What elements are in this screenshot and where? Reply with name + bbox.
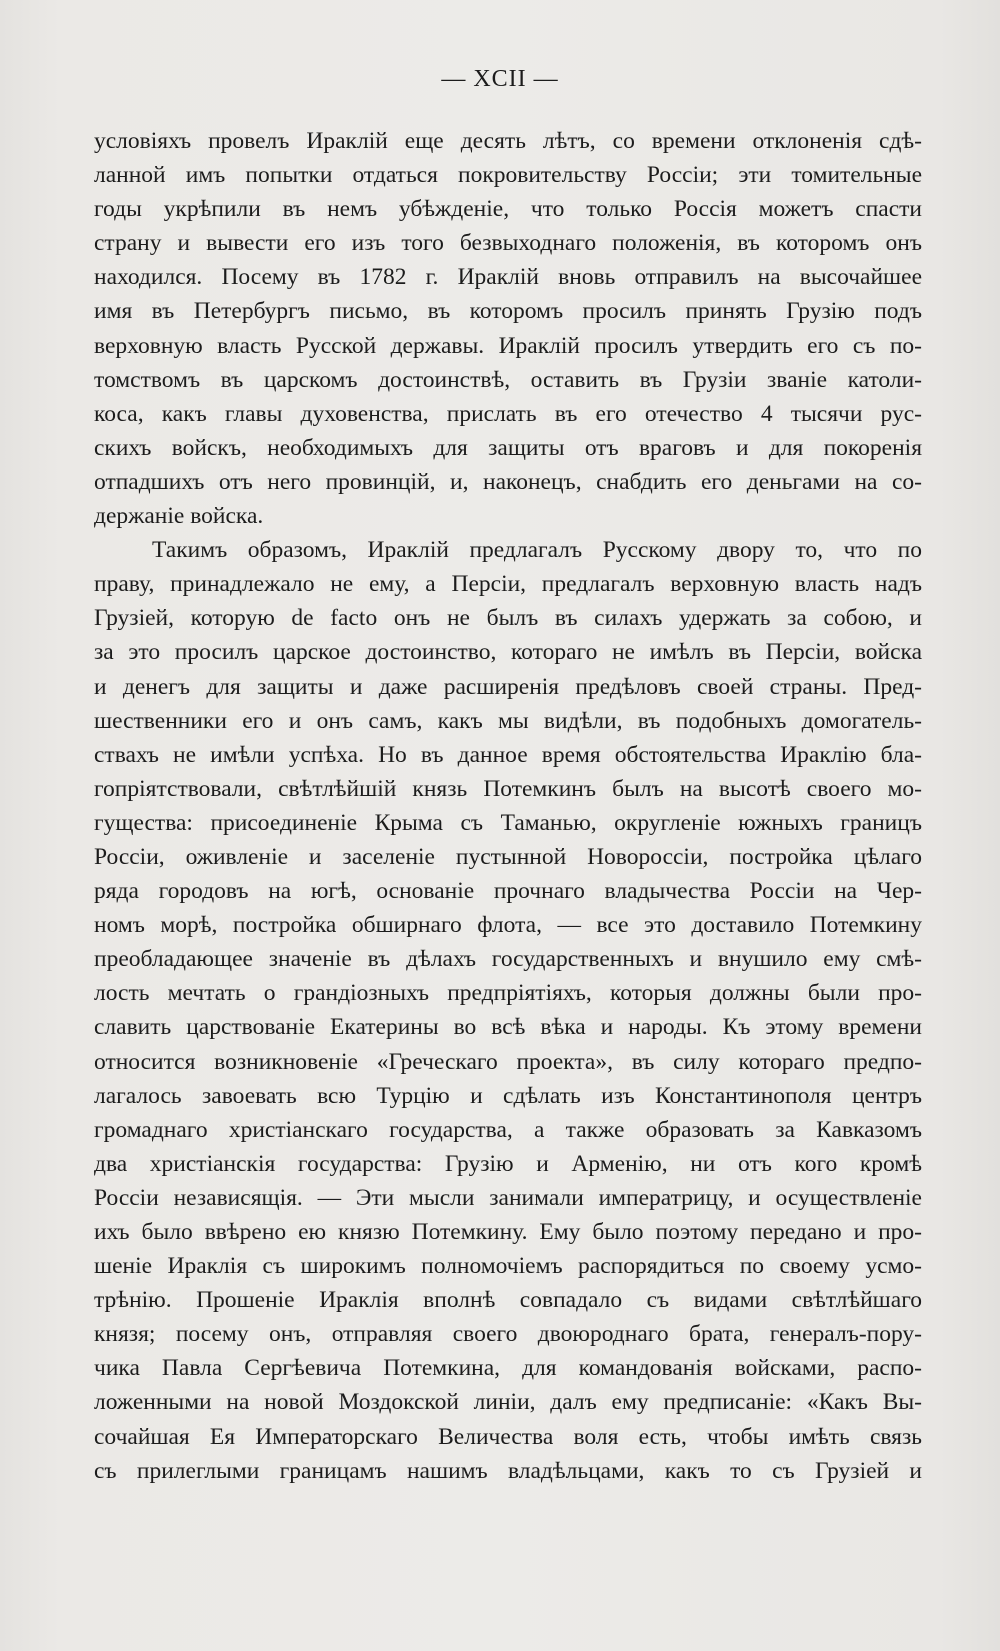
page-number-header: — XCII — (441, 66, 559, 92)
text-line: условіяхъ провелъ Ираклій еще десять лѣтъ, со времени отклоненія сдѣ- (94, 128, 922, 154)
text-line: ствахъ не имѣли успѣха. Но въ данное время обстоятельства Ираклію бла- (94, 741, 922, 768)
text-line: шественники его и онъ самъ, какъ мы видѣли, въ подобныхъ домогатель- (94, 707, 922, 734)
text-line: ряда городовъ на югѣ, основаніе прочнаго владычества Россіи на Чер- (94, 878, 922, 905)
text-line: громаднаго христіанскаго государства, а также образовать за Кавказомъ (94, 1116, 922, 1143)
text-line: за это просилъ царское достоинство, котораго не имѣлъ въ Персіи, войска (94, 639, 922, 666)
text-line: лагалось завоевать всю Турцію и сдѣлать изъ Константинополя центръ (94, 1082, 922, 1109)
text-line: Россіи независящія. — Эти мысли занимали императрицу, и осуществленіе (94, 1184, 922, 1211)
text-line: трѣнію. Прошеніе Ираклія вполнѣ совпадало съ видами свѣтлѣйшаго (94, 1287, 922, 1314)
text-line: скихъ войскъ, необходимыхъ для защиты отъ враговъ и для покоренія (94, 434, 922, 461)
paragraph-start-line: Такимъ образомъ, Ираклій предлагалъ Русскому двору то, что по (152, 537, 922, 564)
text-line: славить царствованіе Екатерины во всѣ вѣка и народы. Къ этому времени (94, 1014, 922, 1041)
text-line: коса, какъ главы духовенства, прислать въ его отечество 4 тысячи рус- (94, 400, 922, 427)
text-line: шеніе Ираклія съ широкимъ полномочіемъ распорядиться по своему усмо- (94, 1253, 922, 1280)
text-line: ложенными на новой Моздокской линіи, далъ ему предписаніе: «Какъ Вы- (94, 1389, 922, 1416)
text-line: Грузіей, которую de facto онъ не былъ въ силахъ удержать за собою, и (94, 605, 922, 632)
text-line: верховную власть Русской державы. Ираклій просилъ утвердить его съ по- (94, 332, 922, 359)
text-line: лость мечтать о грандіозныхъ предпріятіяхъ, которыя должны были про- (94, 980, 922, 1007)
text-line: два христіанскія государства: Грузію и Арменію, ни отъ кого кромѣ (94, 1150, 922, 1177)
text-line: сочайшая Ея Императорскаго Величества воля есть, чтобы имѣть связь (94, 1423, 922, 1450)
text-line: преобладающее значеніе въ дѣлахъ государственныхъ и внушило ему смѣ- (94, 946, 922, 973)
text-line: чика Павла Сергѣевича Потемкина, для командованія войсками, распо- (94, 1355, 922, 1382)
text-line: страну и вывести его изъ того безвыходнаго положенія, въ которомъ онъ (94, 230, 922, 257)
text-line: ихъ было ввѣрено ею князю Потемкину. Ему было поэтому передано и про- (94, 1219, 922, 1245)
text-line: гопріятствовали, свѣтлѣйшій князь Потемкинъ былъ на высотѣ своего мо- (94, 775, 922, 802)
text-line: годы укрѣпили въ немъ убѣжденіе, что только Россія можетъ спасти (94, 196, 922, 223)
text-line: относится возникновеніе «Греческаго проекта», въ силу котораго предпо- (94, 1048, 922, 1075)
paragraph-end-line: держаніе войска. (94, 503, 264, 530)
body-text (94, 124, 922, 1488)
text-line: номъ морѣ, постройка обширнаго флота, — все это доставило Потемкину (94, 912, 922, 939)
text-line: находился. Посему въ 1782 г. Ираклій вновь отправилъ на высочайшее (94, 264, 922, 291)
text-line: князя; посему онъ, отправляя своего двоюроднаго брата, генералъ-пору- (94, 1321, 922, 1348)
text-line: Россіи, оживленіе и заселеніе пустынной Новороссіи, постройка цѣлаго (94, 843, 922, 870)
text-line: гущества: присоединеніе Крыма съ Таманью, округленіе южныхъ границъ (94, 809, 922, 836)
text-line: томствомъ въ царскомъ достоинствѣ, оставить въ Грузіи званіе католи- (94, 366, 922, 393)
text-line: имя въ Петербургъ письмо, въ которомъ просилъ принять Грузію подъ (94, 298, 922, 325)
text-line: ланной имъ попытки отдаться покровительству Россіи; эти томительные (94, 162, 922, 189)
text-line: съ прилеглыми границамъ нашимъ владѣльцами, какъ то съ Грузіей и (94, 1457, 922, 1484)
text-line: отпадшихъ отъ него провинцій, и, наконецъ, снабдить его деньгами на со- (94, 468, 922, 495)
text-line: и денегъ для защиты и даже расширенія предѣловъ своей страны. Пред- (94, 673, 922, 700)
text-line: праву, принадлежало не ему, а Персіи, предлагалъ верховную власть надъ (94, 571, 922, 598)
